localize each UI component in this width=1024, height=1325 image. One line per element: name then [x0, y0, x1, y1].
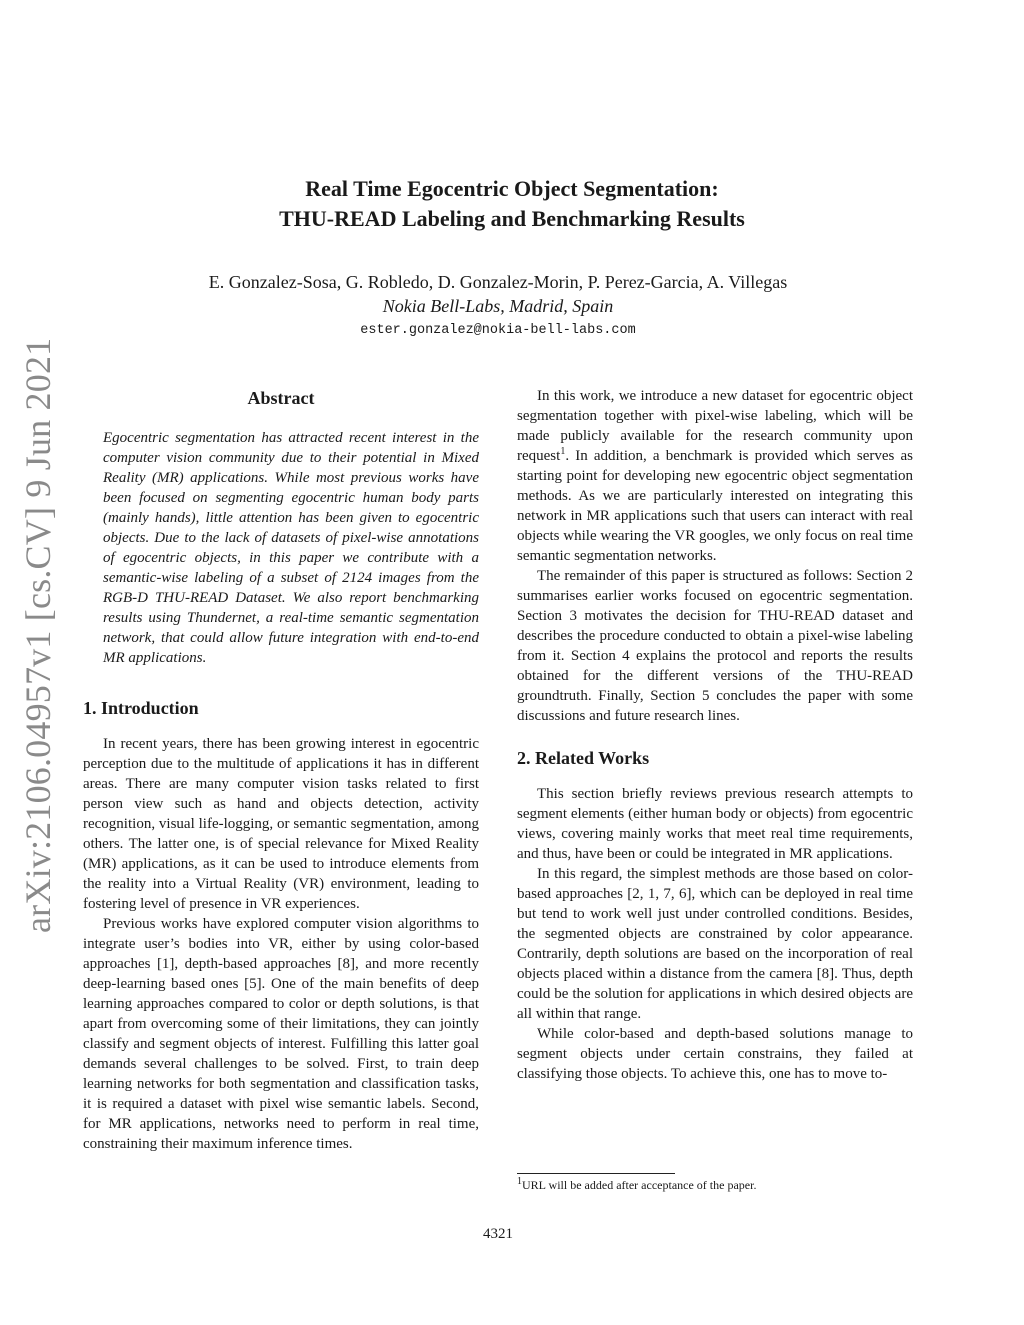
related-works-heading: 2. Related Works: [517, 748, 650, 768]
intro-paragraph-4: The remainder of this paper is structured as follows: Section 2 summarises earlier works focused on egocentric segmentation. Section 3 motivates the decision for THU-READ dataset and describes the procedure conducted to obtain a pixel-wise labeling from it. Section 4 explains the protocol and reports the results obtained for the different versions of the THU-READ groundtruth. Finally, Section 5 concludes the paper with some discussions and future research lines.: [517, 568, 913, 724]
related-paragraph-2: In this regard, the simplest methods are those based on color-based approaches [2, 1, 7, 6], which can be deployed in real time but tend to work well just under controlled conditions. Besides, the segmented objects are constrained by color appearance. Contrarily, depth solutions are based on the incorporation of real objects placed within a distance from the camera [8]. Thus, depth could be the solution for applications in which desired objects are all within that range.: [517, 866, 913, 1022]
affiliation: Nokia Bell-Labs, Madrid, Spain: [382, 296, 614, 316]
intro-p3-part-a: In this work, we introduce a new dataset for egocentric object segmentation together with pixel-wise labeling, which will be made publicly available for the research community upon request: [517, 388, 913, 464]
author-email[interactable]: ester.gonzalez@nokia-bell-labs.com: [360, 323, 636, 338]
arxiv-identifier: arXiv:2106.04957v1 [cs.CV] 9 Jun 2021: [18, 337, 58, 933]
footnote-mark-ref[interactable]: 1: [560, 446, 566, 457]
abstract-body: [103, 428, 479, 668]
related-paragraph-3: While color-based and depth-based solutions manage to segment objects under certain constrains, they failed at classifying those objects. To achieve this, one has to move to-: [517, 1026, 913, 1082]
paper-title: [0, 174, 1024, 234]
intro-heading: 1. Introduction: [83, 698, 199, 718]
footnote-text: URL will be added after acceptance of the paper.: [522, 1178, 757, 1192]
footnote: [517, 1177, 756, 1193]
abstract-heading: Abstract: [247, 388, 315, 408]
intro-p3-part-b: . In addition, a benchmark is provided which serves as starting point for developing new egocentric object segmentation methods. As we are particularly interested on integrating this network in MR applications such that users can interact with real objects while wearing the VR googles, we only focus on real time semantic segmentation networks.: [517, 448, 913, 564]
abstract-text: Egocentric segmentation has attracted recent interest in the computer vision community due to their potential in Mixed Reality (MR) applications. While most previous works have been focused on segmenting egocentric human body parts (mainly hands), little attention has been given to egocentric objects. Due to the lack of datasets of pixel-wise annotations of egocentric objects, in this paper we contribute with a semantic-wise labeling of a subset of 2124 images from the RGB-D THU-READ Dataset. We also report benchmarking results using Thundernet, a real-time semantic segmentation network, that could allow future integration with end-to-end MR applications.: [103, 430, 479, 666]
related-paragraph-1: This section briefly reviews previous research attempts to segment elements (either human body or objects) from egocentric views, covering mainly works that meet real time requirements, and thus, have been or could be integrated in MR applications.: [517, 786, 913, 862]
intro-paragraph-3: [517, 386, 913, 566]
intro-paragraph-2: Previous works have explored computer vision algorithms to integrate user’s bodies into VR, either by using color-based approaches [1], depth-based approaches [8], and more recently deep-learning based ones [5]. One of the main benefits of deep learning approaches compared to color or depth solutions, is that apart from overcoming some of their limitations, they can jointly classify and segment objects of interest. Fulfilling this latter goal demands several challenges to be solved. First, to train deep learning networks for both segmentation and classification tasks, it is required a dataset with pixel wise semantic labels. Second, for MR applications, networks need to perform in real time, constraining their maximum inference times.: [83, 916, 479, 1152]
author-list: E. Gonzalez-Sosa, G. Robledo, D. Gonzalez-Morin, P. Perez-Garcia, A. Villegas: [208, 272, 788, 292]
title-line-2: THU-READ Labeling and Benchmarking Results: [279, 206, 745, 231]
intro-paragraph-1: In recent years, there has been growing interest in egocentric perception due to the multitude of applications it has in different areas. There are many computer vision tasks related to first person view such as hand and objects detection, activity recognition, visual life-logging, or semantic segmentation, among others. The latter one, is of special relevance for Mixed Reality (MR) applications, as it can be used to introduce elements from the reality into a Virtual Reality (VR) environment, leading to fostering level of presence in VR experiences.: [83, 736, 479, 912]
footnote-mark: 1: [517, 1176, 522, 1187]
right-column: [517, 386, 913, 1084]
page-number: 4321: [483, 1226, 513, 1242]
footnote-divider: [517, 1173, 675, 1174]
left-column: [83, 380, 479, 1154]
title-line-1: Real Time Egocentric Object Segmentation:: [305, 176, 719, 201]
